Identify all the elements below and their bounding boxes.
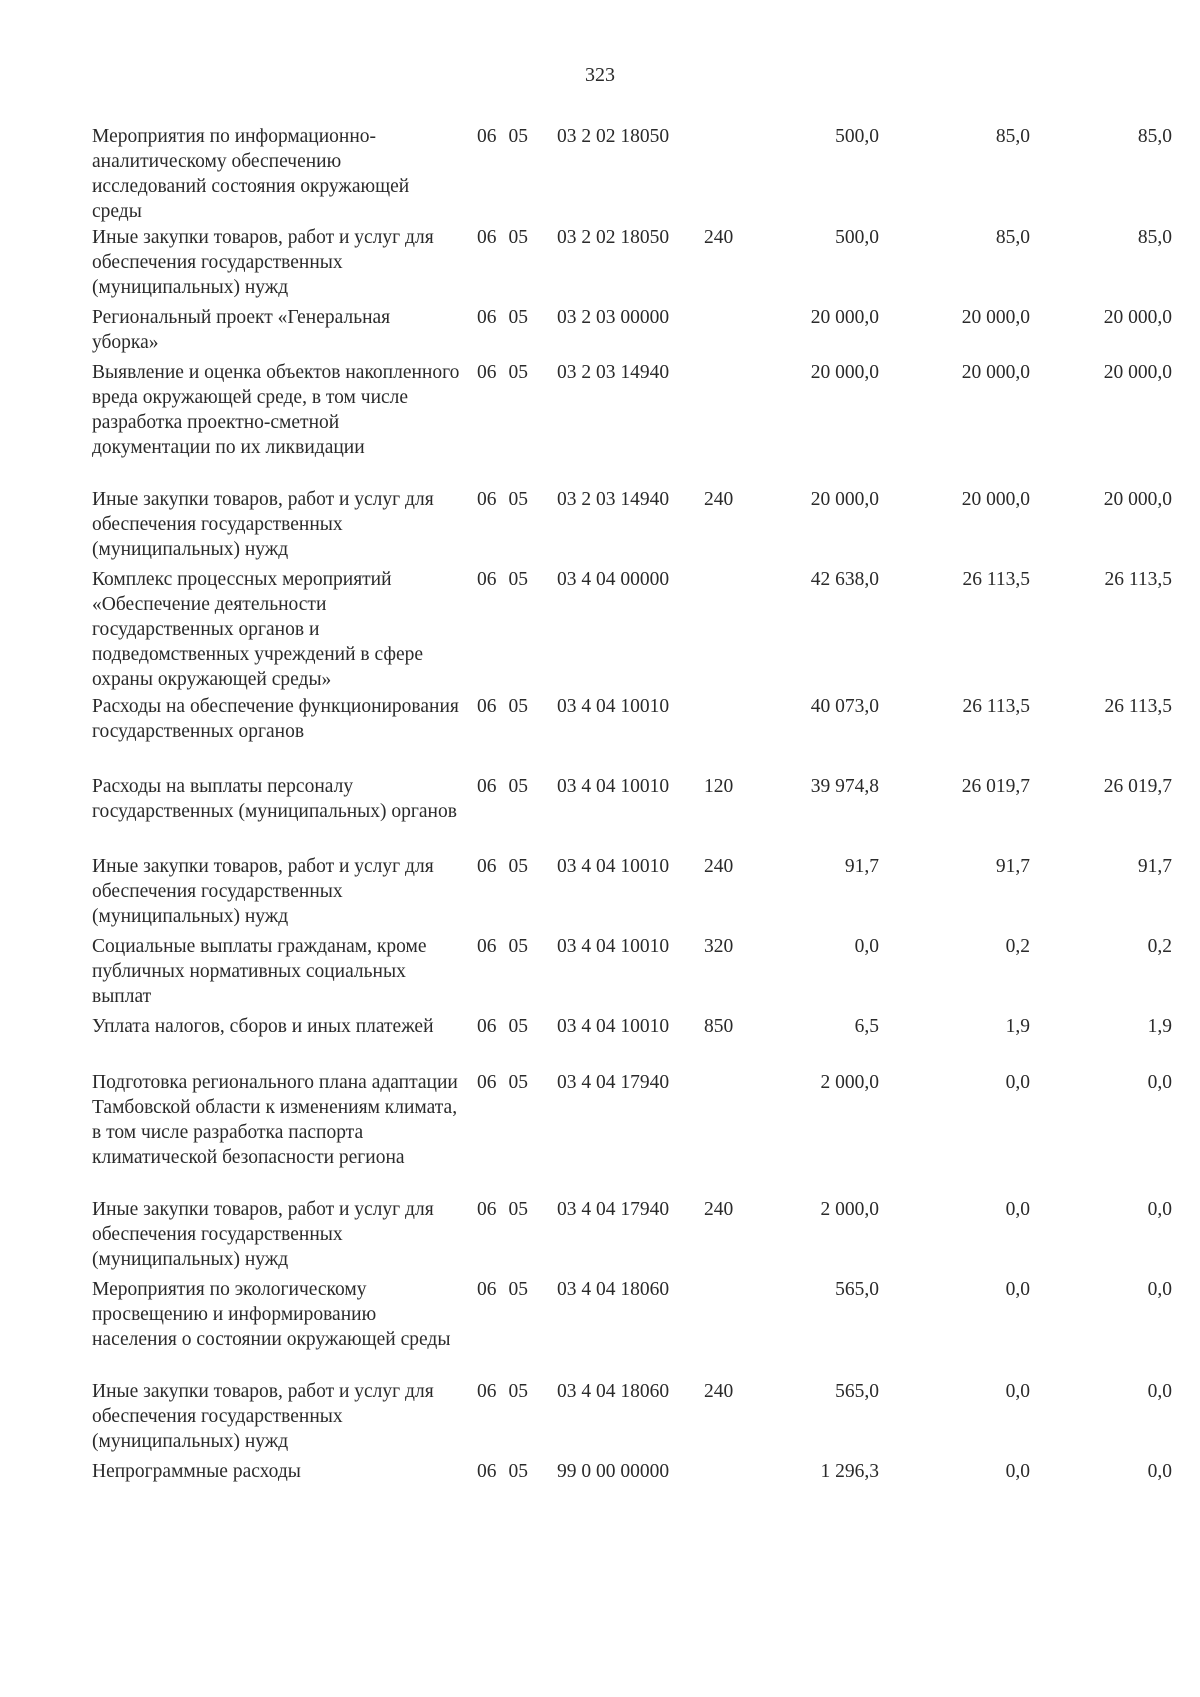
row-section: [477, 124, 537, 149]
row-amount-year2: 0,0: [1005, 1461, 1030, 1482]
budget-table: [92, 124, 1172, 1499]
table-row: [92, 1277, 1172, 1379]
row-razdel: 06: [477, 1381, 497, 1402]
row-amount-year1: 20 000,0: [810, 362, 879, 383]
row-amount-year3: 85,0: [1137, 227, 1172, 248]
row-amount-year3: 0,0: [1147, 1199, 1172, 1220]
table-row: [92, 1070, 1172, 1197]
table-row: [92, 487, 1172, 567]
row-razdel: 06: [477, 489, 497, 510]
row-amount-year2: 0,0: [1005, 1279, 1030, 1300]
row-amount-year2: 0,2: [1005, 936, 1030, 957]
table-row: [92, 225, 1172, 305]
row-section: [477, 360, 537, 385]
row-amount-year2: 0,0: [1005, 1199, 1030, 1220]
row-razdel: 06: [477, 936, 497, 957]
row-amount-year1: 6,5: [854, 1016, 879, 1037]
row-amount-year3: 0,0: [1147, 1072, 1172, 1093]
row-razdel: 06: [477, 856, 497, 877]
row-section: [477, 854, 537, 879]
row-amount-year2: 1,9: [1005, 1016, 1030, 1037]
row-amount-year1: 0,0: [854, 936, 879, 957]
row-amount-year2: 91,7: [995, 856, 1030, 877]
row-amount-year2: 26 019,7: [961, 776, 1030, 797]
row-description: Расходы на обеспечение функционирования государственных органов: [92, 696, 459, 742]
table-row: [92, 934, 1172, 1014]
row-target-code: 03 4 04 10010: [557, 856, 670, 877]
row-amount-year1: 42 638,0: [810, 569, 879, 590]
row-podrazdel: 05: [508, 362, 528, 383]
row-amount-year3: 20 000,0: [1103, 307, 1172, 328]
table-row: [92, 774, 1172, 854]
page-number: 323: [585, 64, 615, 86]
row-expense-type: 240: [704, 856, 734, 877]
row-amount-year2: 85,0: [995, 126, 1030, 147]
row-target-code: 03 4 04 10010: [557, 776, 670, 797]
row-section: [477, 1379, 537, 1404]
row-expense-type: 120: [704, 776, 734, 797]
row-amount-year2: 20 000,0: [961, 307, 1030, 328]
table-row: [92, 854, 1172, 934]
row-podrazdel: 05: [508, 227, 528, 248]
row-description: Мероприятия по информационно-аналитическому обеспечению исследований состояния окружающей среды: [92, 126, 410, 222]
row-target-code: 03 2 02 18050: [557, 227, 670, 248]
row-description: Комплекс процессных мероприятий «Обеспечение деятельности государственных органов и подведомственных учреждений в сфере охраны окружающей среды»: [92, 569, 424, 690]
row-amount-year3: 91,7: [1137, 856, 1172, 877]
row-section: [477, 1014, 537, 1039]
row-description: Выявление и оценка объектов накопленного вреда окружающей среде, в том числе разработка проектно-сметной документации по их ликвидации: [92, 362, 460, 458]
row-amount-year3: 0,0: [1147, 1381, 1172, 1402]
row-razdel: 06: [477, 126, 497, 147]
row-target-code: 99 0 00 00000: [557, 1461, 670, 1482]
table-row: [92, 305, 1172, 360]
row-amount-year2: 85,0: [995, 227, 1030, 248]
row-amount-year3: 0,0: [1147, 1461, 1172, 1482]
row-podrazdel: 05: [508, 856, 528, 877]
row-razdel: 06: [477, 1461, 497, 1482]
row-amount-year2: 26 113,5: [962, 696, 1030, 717]
row-podrazdel: 05: [508, 696, 528, 717]
row-amount-year1: 20 000,0: [810, 307, 879, 328]
row-razdel: 06: [477, 1199, 497, 1220]
row-section: [477, 694, 537, 719]
row-amount-year1: 1 296,3: [820, 1461, 879, 1482]
table-row: [92, 360, 1172, 487]
row-amount-year3: 1,9: [1147, 1016, 1172, 1037]
row-target-code: 03 2 03 14940: [557, 362, 670, 383]
row-target-code: 03 4 04 10010: [557, 1016, 670, 1037]
row-amount-year1: 500,0: [835, 126, 879, 147]
row-target-code: 03 4 04 17940: [557, 1199, 670, 1220]
row-description: Иные закупки товаров, работ и услуг для обеспечения государственных (муниципальных) нужд: [92, 489, 434, 560]
row-amount-year1: 565,0: [835, 1381, 879, 1402]
row-section: [477, 934, 537, 959]
row-amount-year2: 0,0: [1005, 1381, 1030, 1402]
row-razdel: 06: [477, 1072, 497, 1093]
row-description: Социальные выплаты гражданам, кроме публичных нормативных социальных выплат: [92, 936, 427, 1007]
row-razdel: 06: [477, 1016, 497, 1037]
row-podrazdel: 05: [508, 1381, 528, 1402]
row-podrazdel: 05: [508, 936, 528, 957]
row-description: Иные закупки товаров, работ и услуг для обеспечения государственных (муниципальных) нужд: [92, 227, 434, 298]
table-row: [92, 1379, 1172, 1459]
table-row: [92, 124, 1172, 225]
row-description: Подготовка регионального плана адаптации Тамбовской области к изменениям климата, в том числе разработка паспорта климатической безопасности региона: [92, 1072, 458, 1168]
row-amount-year1: 500,0: [835, 227, 879, 248]
row-target-code: 03 4 04 18060: [557, 1279, 670, 1300]
row-expense-type: 240: [704, 1199, 734, 1220]
row-target-code: 03 2 03 14940: [557, 489, 670, 510]
row-target-code: 03 4 04 10010: [557, 936, 670, 957]
row-podrazdel: 05: [508, 1072, 528, 1093]
row-section: [477, 1277, 537, 1302]
row-razdel: 06: [477, 569, 497, 590]
row-razdel: 06: [477, 362, 497, 383]
row-section: [477, 1070, 537, 1095]
row-amount-year1: 40 073,0: [810, 696, 879, 717]
row-description: Расходы на выплаты персоналу государственных (муниципальных) органов: [92, 776, 457, 822]
row-target-code: 03 4 04 00000: [557, 569, 670, 590]
row-description: Иные закупки товаров, работ и услуг для обеспечения государственных (муниципальных) нужд: [92, 1381, 434, 1452]
row-expense-type: 240: [704, 489, 734, 510]
row-podrazdel: 05: [508, 1016, 528, 1037]
row-target-code: 03 2 02 18050: [557, 126, 670, 147]
row-section: [477, 225, 537, 250]
row-podrazdel: 05: [508, 1199, 528, 1220]
row-amount-year3: 26 113,5: [1104, 696, 1172, 717]
row-amount-year3: 0,0: [1147, 1279, 1172, 1300]
row-description: Иные закупки товаров, работ и услуг для обеспечения государственных (муниципальных) нужд: [92, 856, 434, 927]
row-amount-year1: 91,7: [844, 856, 879, 877]
row-amount-year3: 85,0: [1137, 126, 1172, 147]
row-amount-year1: 2 000,0: [820, 1072, 879, 1093]
table-row: [92, 567, 1172, 694]
row-section: [477, 487, 537, 512]
table-row: [92, 694, 1172, 774]
row-amount-year3: 0,2: [1147, 936, 1172, 957]
row-podrazdel: 05: [508, 489, 528, 510]
row-podrazdel: 05: [508, 126, 528, 147]
table-row: [92, 1197, 1172, 1277]
row-description: Региональный проект «Генеральная уборка»: [92, 307, 391, 353]
row-amount-year2: 20 000,0: [961, 362, 1030, 383]
row-amount-year2: 20 000,0: [961, 489, 1030, 510]
row-amount-year1: 565,0: [835, 1279, 879, 1300]
row-podrazdel: 05: [508, 569, 528, 590]
row-expense-type: 240: [704, 227, 734, 248]
row-razdel: 06: [477, 307, 497, 328]
row-expense-type: 240: [704, 1381, 734, 1402]
row-amount-year3: 20 000,0: [1103, 489, 1172, 510]
row-expense-type: 320: [704, 936, 734, 957]
row-amount-year1: 20 000,0: [810, 489, 879, 510]
row-amount-year3: 26 113,5: [1104, 569, 1172, 590]
table-row: [92, 1459, 1172, 1499]
row-amount-year2: 26 113,5: [962, 569, 1030, 590]
row-expense-type: 850: [704, 1016, 734, 1037]
row-razdel: 06: [477, 227, 497, 248]
table-row: [92, 1014, 1172, 1070]
row-amount-year1: 39 974,8: [810, 776, 879, 797]
row-razdel: 06: [477, 776, 497, 797]
row-target-code: 03 4 04 10010: [557, 696, 670, 717]
row-amount-year1: 2 000,0: [820, 1199, 879, 1220]
row-amount-year3: 20 000,0: [1103, 362, 1172, 383]
row-description: Непрограммные расходы: [92, 1461, 301, 1482]
row-target-code: 03 2 03 00000: [557, 307, 670, 328]
row-amount-year2: 0,0: [1005, 1072, 1030, 1093]
row-target-code: 03 4 04 17940: [557, 1072, 670, 1093]
row-section: [477, 567, 537, 592]
row-description: Мероприятия по экологическому просвещению и информированию населения о состоянии окружающей среды: [92, 1279, 451, 1350]
row-section: [477, 1197, 537, 1222]
row-description: Уплата налогов, сборов и иных платежей: [92, 1016, 434, 1037]
row-razdel: 06: [477, 696, 497, 717]
row-section: [477, 1459, 537, 1484]
row-razdel: 06: [477, 1279, 497, 1300]
row-description: Иные закупки товаров, работ и услуг для обеспечения государственных (муниципальных) нужд: [92, 1199, 434, 1270]
row-target-code: 03 4 04 18060: [557, 1381, 670, 1402]
row-podrazdel: 05: [508, 307, 528, 328]
row-podrazdel: 05: [508, 776, 528, 797]
row-section: [477, 305, 537, 330]
row-amount-year3: 26 019,7: [1103, 776, 1172, 797]
row-podrazdel: 05: [508, 1279, 528, 1300]
row-section: [477, 774, 537, 799]
row-podrazdel: 05: [508, 1461, 528, 1482]
